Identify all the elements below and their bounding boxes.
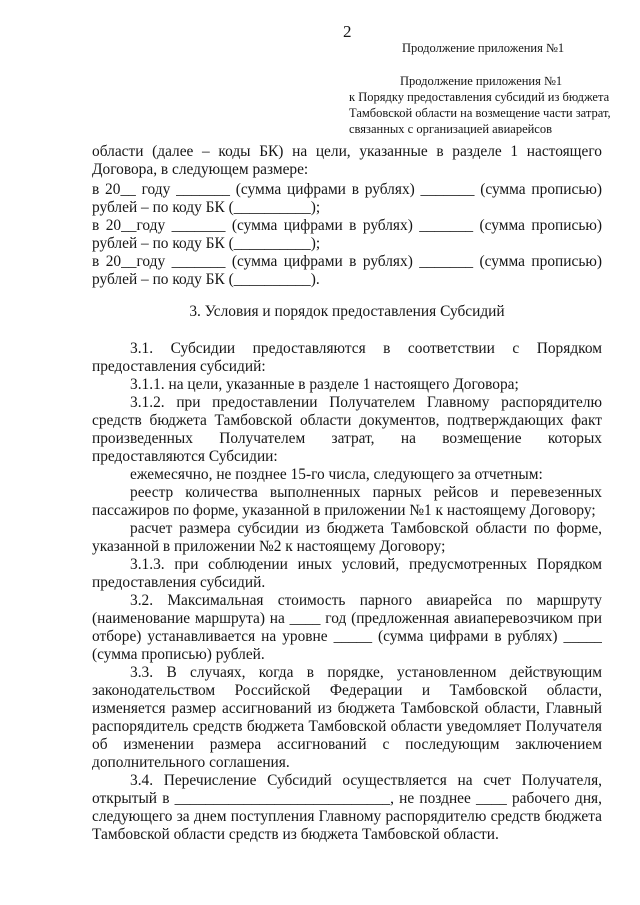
body-line: 3.1.2. при предоставлении Получателем Главному распорядителю [130,394,602,411]
continuation-note-1: Продолжение приложения №1 [402,41,565,55]
body-line: (наименование маршрута) на ____ год (предложенная авиаперевозчиком при [92,610,602,627]
body-line: об изменении размера ассигнований с последующим заключением [92,736,602,753]
body-line: рублей – по коду БК (__________); [92,199,321,216]
body-line: законодательством Российской Федерации и Тамбовской области, [92,682,602,699]
body-line: в 20__году _______ (сумма цифрами в рублях) _______ (сумма прописью) [92,217,602,234]
appendix-reference-line-1: к Порядку предоставления субсидий из бюджета [349,90,610,104]
body-line: дополнительного соглашения. [92,754,290,771]
body-line: предоставления субсидий. [92,574,266,591]
body-line: распорядитель средств бюджета Тамбовской области уведомляет Получателя [92,718,602,735]
appendix-reference-line-2: Тамбовской области на возмещение части затрат, [349,106,611,120]
section-title: 3. Условия и порядок предоставления Субсидий [189,303,505,320]
body-line: средств бюджета Тамбовской области документов, подтверждающих факт [92,412,602,429]
body-line: расчет размера субсидии из бюджета Тамбовской области по форме, [130,520,602,537]
body-line: открытый в ____________________________, не позднее ____ рабочего дня, [92,790,602,807]
body-line: реестр количества выполненных парных рейсов и перевезенных [130,484,602,501]
body-line: рублей – по коду БК (__________); [92,235,321,252]
body-line: предоставления субсидий: [92,358,266,375]
body-line: 3.1.3. при соблюдении иных условий, предусмотренных Порядком [130,556,602,573]
appendix-reference-line-3: связанных с организацией авиарейсов [349,122,553,136]
body-line: Договора, в следующем размере: [92,161,309,178]
page-number: 2 [343,22,352,41]
body-line: ежемесячно, не позднее 15-го числа, следующего за отчетным: [130,466,543,483]
body-line: произведенных Получателем затрат, на возмещение которых [92,430,602,447]
body-line: указанной в приложении №2 к настоящему Договору; [92,538,446,555]
body-line: в 20__году _______ (сумма цифрами в рублях) _______ (сумма прописью) [92,253,602,270]
body-line: (сумма прописью) рублей. [92,646,265,663]
body-line: 3.3. В случаях, когда в порядке, установленном действующим [130,664,602,681]
body-line: следующего за днем поступления Главному распорядителю средств бюджета [92,808,602,825]
body-line: пассажиров по форме, указанной в приложении №1 к настоящему Договору; [92,502,596,519]
body-line: 3.2. Максимальная стоимость парного авиарейса по маршруту [130,592,602,609]
body-line: рублей – по коду БК (__________). [92,271,320,288]
body-line: области (далее – коды БК) на цели, указанные в разделе 1 настоящего [92,143,602,160]
body-line: 3.4. Перечисление Субсидий осуществляется на счет Получателя, [130,772,602,789]
body-line: Тамбовской области средств из бюджета Тамбовской области. [92,826,499,843]
body-line: изменяется размер ассигнований из бюджета Тамбовской области, Главный [92,700,602,717]
body-line: отборе) устанавливается на уровне _____ (сумма цифрами в рублях) _____ [92,628,602,645]
body-line: в 20__ году _______ (сумма цифрами в рублях) _______ (сумма прописью) [92,181,602,198]
body-line: предоставляются Субсидии: [92,448,278,465]
body-line: 3.1. Субсидии предоставляются в соответствии с Порядком [130,340,602,357]
continuation-note-2: Продолжение приложения №1 [400,74,563,88]
body-line: 3.1.1. на цели, указанные в разделе 1 настоящего Договора; [130,376,519,393]
